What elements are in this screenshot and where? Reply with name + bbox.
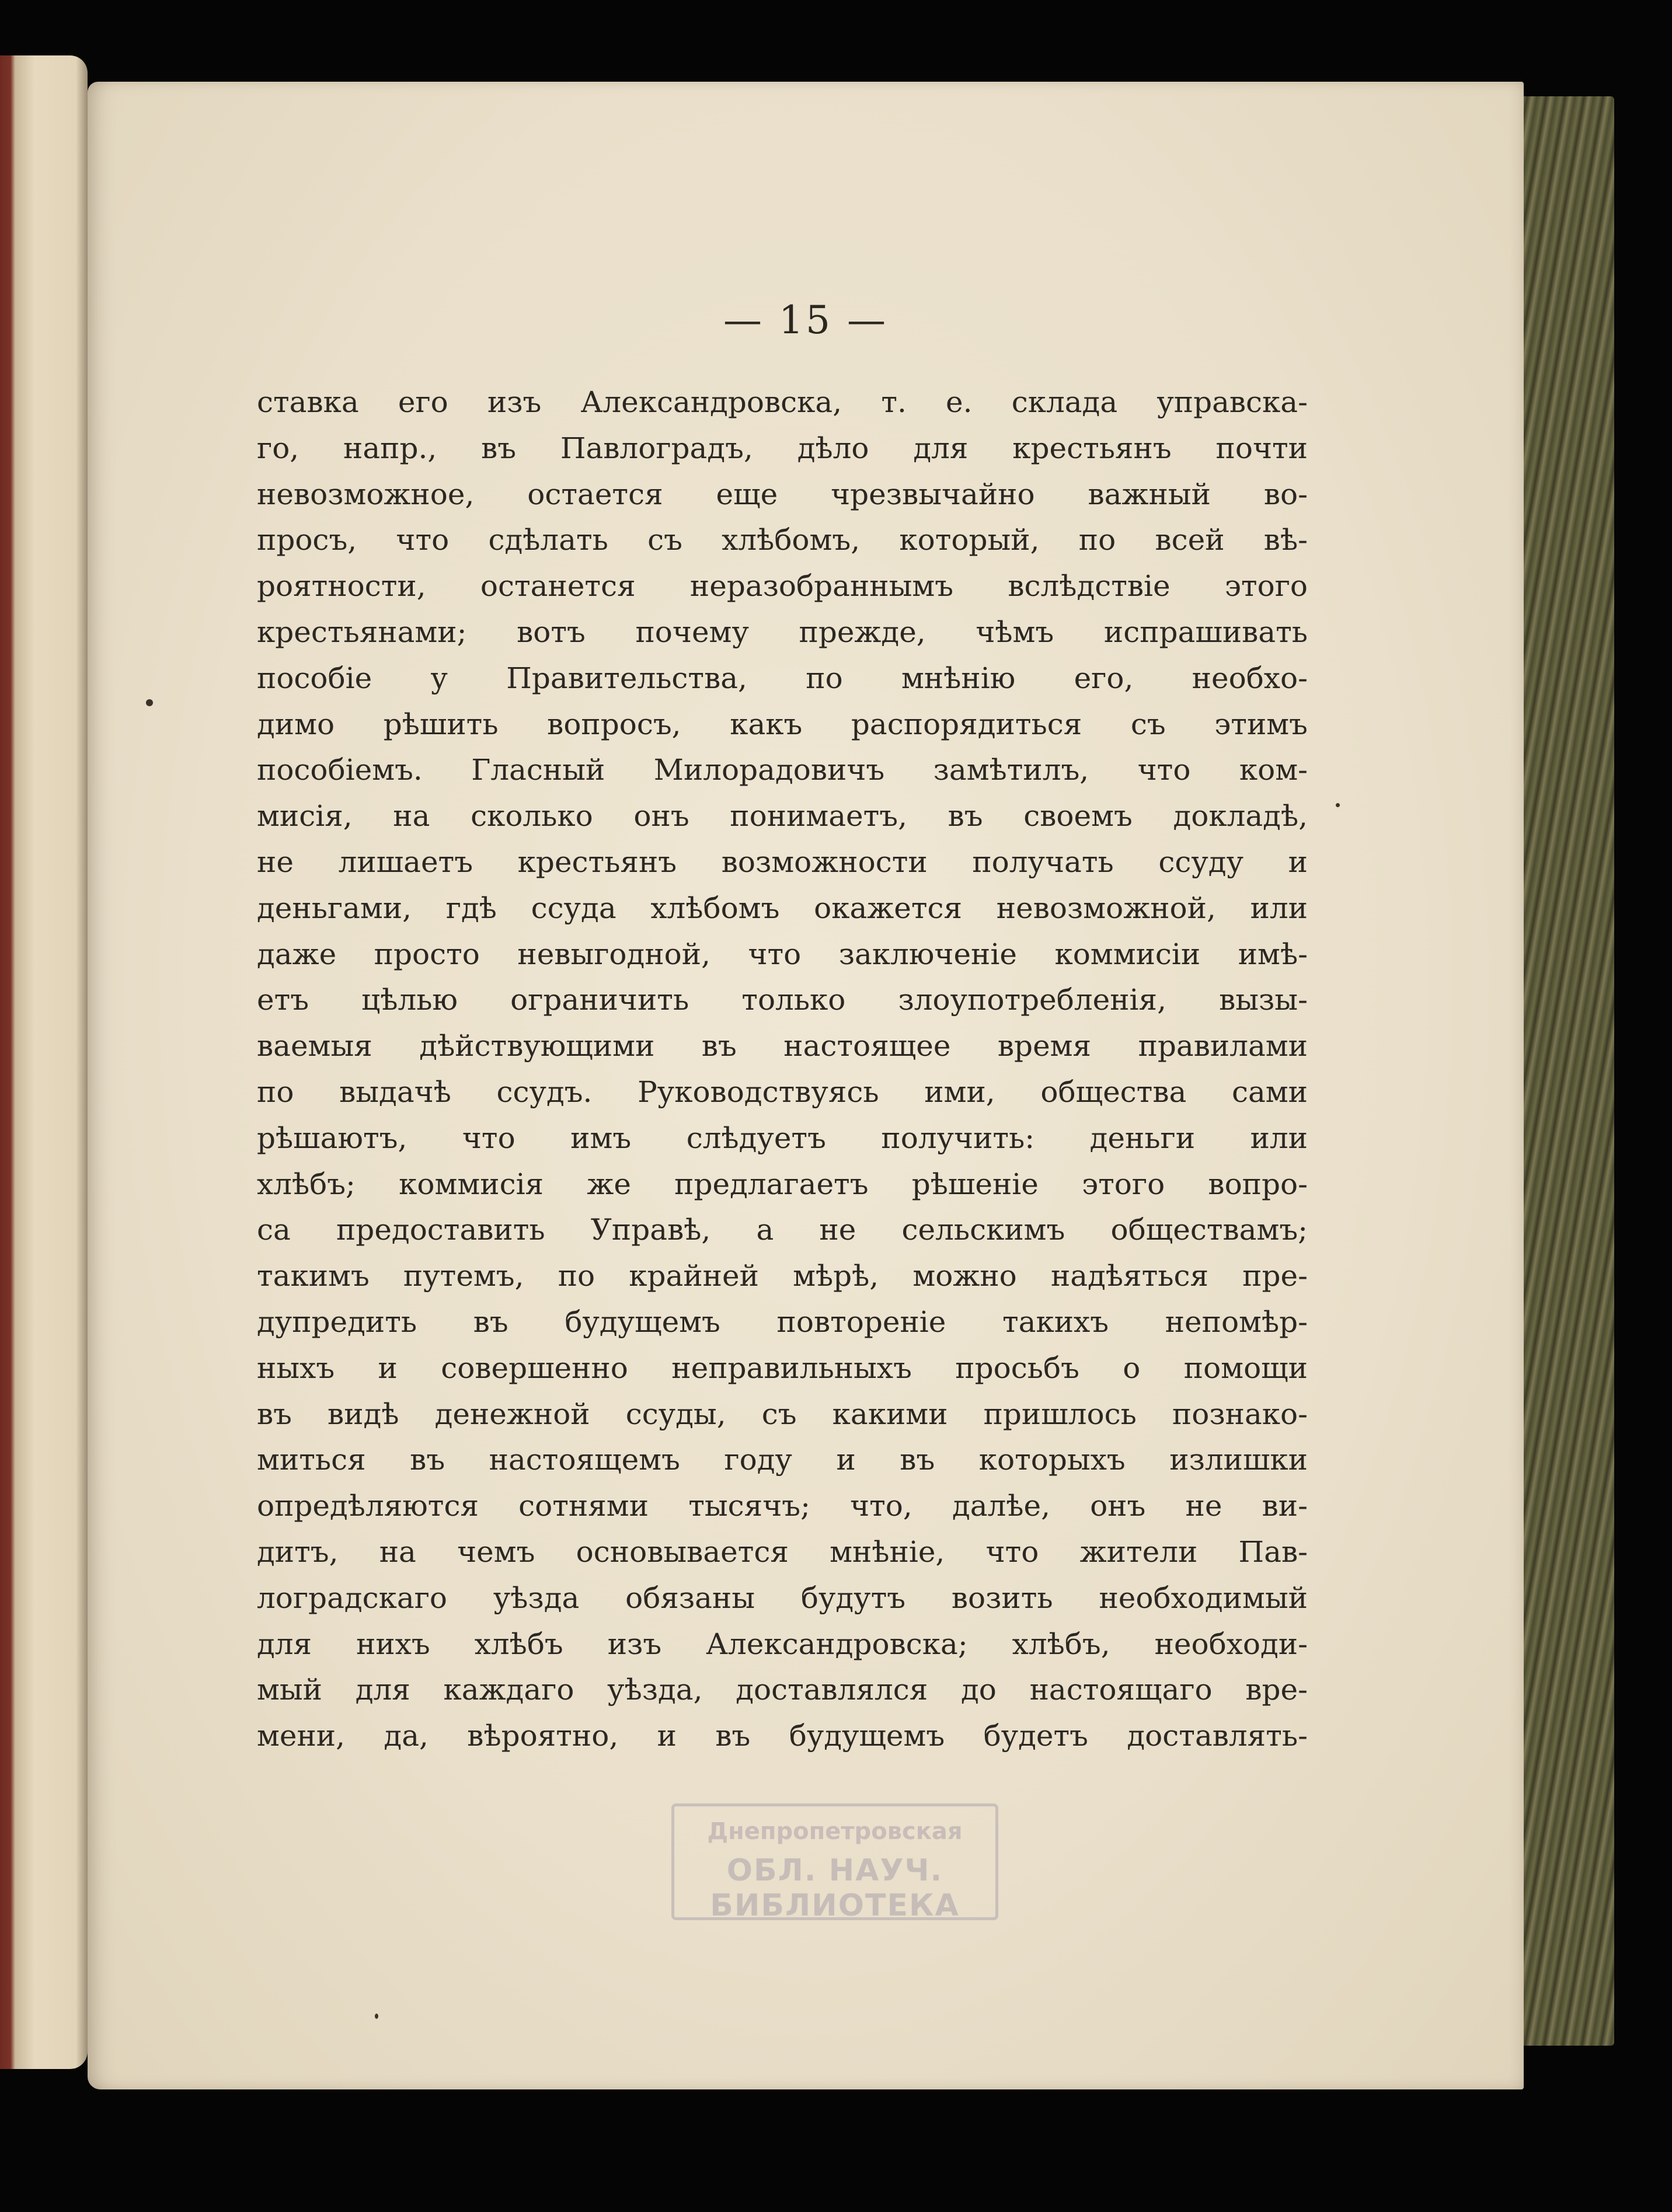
text-line: крестьянами; вотъ почему прежде, чѣмъ испрашивать bbox=[257, 615, 1308, 649]
text-line: для нихъ хлѣбъ изъ Александровска; хлѣбъ, необходи- bbox=[257, 1627, 1308, 1661]
text-line: рѣшаютъ, что имъ слѣдуетъ получить: деньги или bbox=[257, 1121, 1308, 1155]
stamp-line: ОБЛ. НАУЧ. БИБЛИОТЕКА bbox=[710, 1853, 960, 1923]
text-line: по выдачѣ ссудъ. Руководствуясь ими, общества сами bbox=[257, 1074, 1308, 1109]
text-line: миться въ настоящемъ году и въ которыхъ излишки bbox=[257, 1443, 1308, 1477]
text-line: етъ цѣлью ограничить только злоупотребленія, вызы- bbox=[257, 983, 1308, 1017]
text-line: го, напр., въ Павлоградъ, дѣло для крестьянъ почти bbox=[257, 431, 1308, 465]
text-line: пособіе у Правительства, по мнѣнію его, необхо- bbox=[257, 661, 1308, 695]
text-line: такимъ путемъ, по крайней мѣрѣ, можно надѣяться пре- bbox=[257, 1259, 1308, 1293]
body-text bbox=[257, 379, 1308, 1759]
text-line: хлѣбъ; коммисія же предлагаетъ рѣшеніе этого вопро- bbox=[257, 1167, 1308, 1201]
library-stamp bbox=[671, 1803, 998, 1923]
text-line: са предоставить Управѣ, а не сельскимъ обществамъ; bbox=[257, 1213, 1308, 1247]
text-line: не лишаетъ крестьянъ возможности получать ссуду и bbox=[257, 845, 1308, 879]
book-cover-edge bbox=[1518, 96, 1614, 2046]
text-line: невозможное, остается еще чрезвычайно важный во- bbox=[257, 477, 1308, 511]
text-line: опредѣляются сотнями тысячъ; что, далѣе, онъ не ви- bbox=[257, 1489, 1308, 1523]
text-line: пособіемъ. Гласный Милорадовичъ замѣтилъ, что ком- bbox=[257, 753, 1308, 787]
text-line: лоградскаго уѣзда обязаны будутъ возить необходимый bbox=[257, 1581, 1308, 1615]
text-line: даже просто невыгодной, что заключеніе коммисіи имѣ- bbox=[257, 937, 1308, 971]
text-line: дупредить въ будущемъ повтореніе такихъ непомѣр- bbox=[257, 1304, 1308, 1339]
text-line: ныхъ и совершенно неправильныхъ просьбъ о помощи bbox=[257, 1351, 1308, 1385]
ink-speck bbox=[375, 2014, 378, 2019]
text-line: димо рѣшить вопросъ, какъ распорядиться съ этимъ bbox=[257, 707, 1308, 741]
text-line: дитъ, на чемъ основывается мнѣніе, что жители Пав- bbox=[257, 1534, 1308, 1569]
page-number: — 15 — bbox=[723, 298, 888, 343]
text-line: ставка его изъ Александровска, т. е. склада управска- bbox=[257, 385, 1308, 419]
text-line: деньгами, гдѣ ссуда хлѣбомъ окажется невозможной, или bbox=[257, 891, 1308, 925]
previous-page-edge bbox=[0, 55, 88, 2069]
text-line: ваемыя дѣйствующими въ настоящее время правилами bbox=[257, 1029, 1308, 1063]
book-page bbox=[88, 82, 1524, 2089]
text-line: мени, да, вѣроятно, и въ будущемъ будетъ доставлять- bbox=[257, 1719, 1308, 1753]
ink-speck bbox=[1336, 803, 1340, 807]
stamp-line: Днепропетровская bbox=[707, 1818, 963, 1845]
text-line: просъ, что сдѣлать съ хлѣбомъ, который, по всей вѣ- bbox=[257, 523, 1308, 557]
text-line: мый для каждаго уѣзда, доставлялся до настоящаго вре- bbox=[257, 1673, 1308, 1707]
text-line: въ видѣ денежной ссуды, съ какими пришлось познако- bbox=[257, 1397, 1308, 1431]
text-line: роятности, останется неразобраннымъ вслѣдствіе этого bbox=[257, 569, 1308, 603]
ink-speck bbox=[146, 699, 153, 706]
text-line: мисія, на сколько онъ понимаетъ, въ своемъ докладѣ, bbox=[257, 799, 1308, 833]
